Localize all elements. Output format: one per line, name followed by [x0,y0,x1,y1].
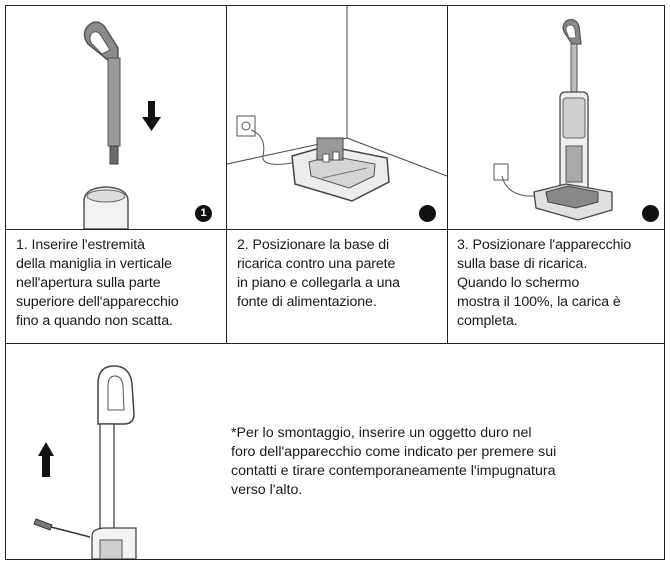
step-2-illustration [227,6,447,229]
row-divider [6,229,664,230]
vacuum-on-base-icon [448,6,666,229]
charging-base-icon [227,6,447,229]
step-number-badge [642,205,659,222]
step-1-text: 1. Inserire l'estremità della maniglia in verticale nell'apertura sulla parte superiore dell'apparecchio fino a quando non scatta. [16,237,179,329]
step-number-badge: 1 [195,205,212,222]
disassembly-note: *Per lo smontaggio, inserire un oggetto duro nel foro dell'apparecchio come indicato per premere sui contatti e tirare contemporaneamente l'impugnatura verso l'alto. [231,425,557,498]
step-3-illustration [448,6,666,229]
step-3-text: 3. Posizionare l'apparecchio sulla base di ricarica. Quando lo schermo mostra il 100%, la carica è completa. [457,237,632,329]
removal-illustration [6,344,226,559]
step-2-text: 2. Posizionare la base di ricarica contro una parete in piano e collegarla a una fonte di alimentazione. [237,237,400,310]
step-number-badge [419,205,436,222]
instruction-sheet [5,5,665,560]
step-1-illustration [6,6,226,229]
handle-insert-icon [6,6,226,229]
handle-removal-icon [6,344,226,559]
